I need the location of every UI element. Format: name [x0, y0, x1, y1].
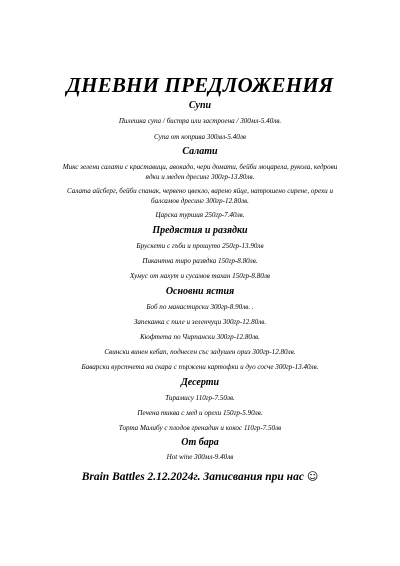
menu-item: Тирамису 110гр-7.50лв.	[165, 394, 235, 402]
menu-item: Запеканка с пиле и зеленчуци 300гр-12.80лв.	[133, 318, 267, 326]
menu-item: Пикантна тиро разядка 150гр-8.80лв.	[142, 257, 258, 265]
menu-item: Брускети с гъби и прошуто 250гр-13.90лв	[136, 242, 264, 250]
event-text: Brain Battles 2.12.2024г. Записвания при нас	[81, 471, 307, 483]
section-heading-soups: Супи	[188, 100, 212, 111]
menu-item: Печена тиква с мед и орехи 150гр-5.90лв.	[137, 409, 263, 417]
section-heading-bar: От бара	[181, 437, 219, 448]
menu-item: Свински винен кебап, поднесен със задушен ориз 300гр-12.80лв.	[104, 348, 296, 356]
menu-item: Hot wine 300мл-9.40лв	[166, 453, 234, 461]
menu-item: Торта Малибу с плодов гренадин и кокос 110гр-7.50лв	[118, 424, 282, 432]
section-heading-starters: Предястия и разядки	[152, 225, 248, 236]
menu-item: Баварски вурстчета на скара с пържени картофки и дуо сосче 300гр-13.40лв.	[81, 363, 319, 371]
menu-item: Салата айсберг, бейби спанак, червено цвекло, варено яйце, натрошено сирене, орехи и балсамов дресинг 300гр-12.80лв.	[66, 187, 334, 205]
smiley-icon: ☺	[306, 470, 319, 483]
menu-item: Боб по манастирски 300гр-8.90лв. .	[146, 303, 254, 311]
menu-item: Микс зелени салати с краставици, авокадо, чери домати, бейби моцарела, рукола, кедрови ядки и меден дресинг 300гр-13.80лв.	[62, 163, 338, 181]
section-heading-desserts: Десерти	[180, 377, 220, 388]
menu-item: Царска туршия 250гр-7.40лв.	[155, 211, 245, 219]
menu-item: Супа от коприва 300мл-5.40лв	[154, 133, 246, 141]
event-footer	[0, 470, 400, 483]
menu-item: Кюфтета по Чирпански 300гр-12.80лв.	[140, 333, 260, 341]
menu-item: Пилешка супа / бистра или застроена / 300мл-5.40лв.	[118, 117, 282, 125]
section-heading-mains: Основни ястия	[165, 286, 235, 297]
menu-item: Хумус от нахут и сусамов тахан 150гр-8.80лв	[129, 272, 271, 280]
section-heading-salads: Салати	[182, 146, 218, 157]
page-title: ДНЕВНИ ПРЕДЛОЖЕНИЯ	[66, 73, 334, 97]
